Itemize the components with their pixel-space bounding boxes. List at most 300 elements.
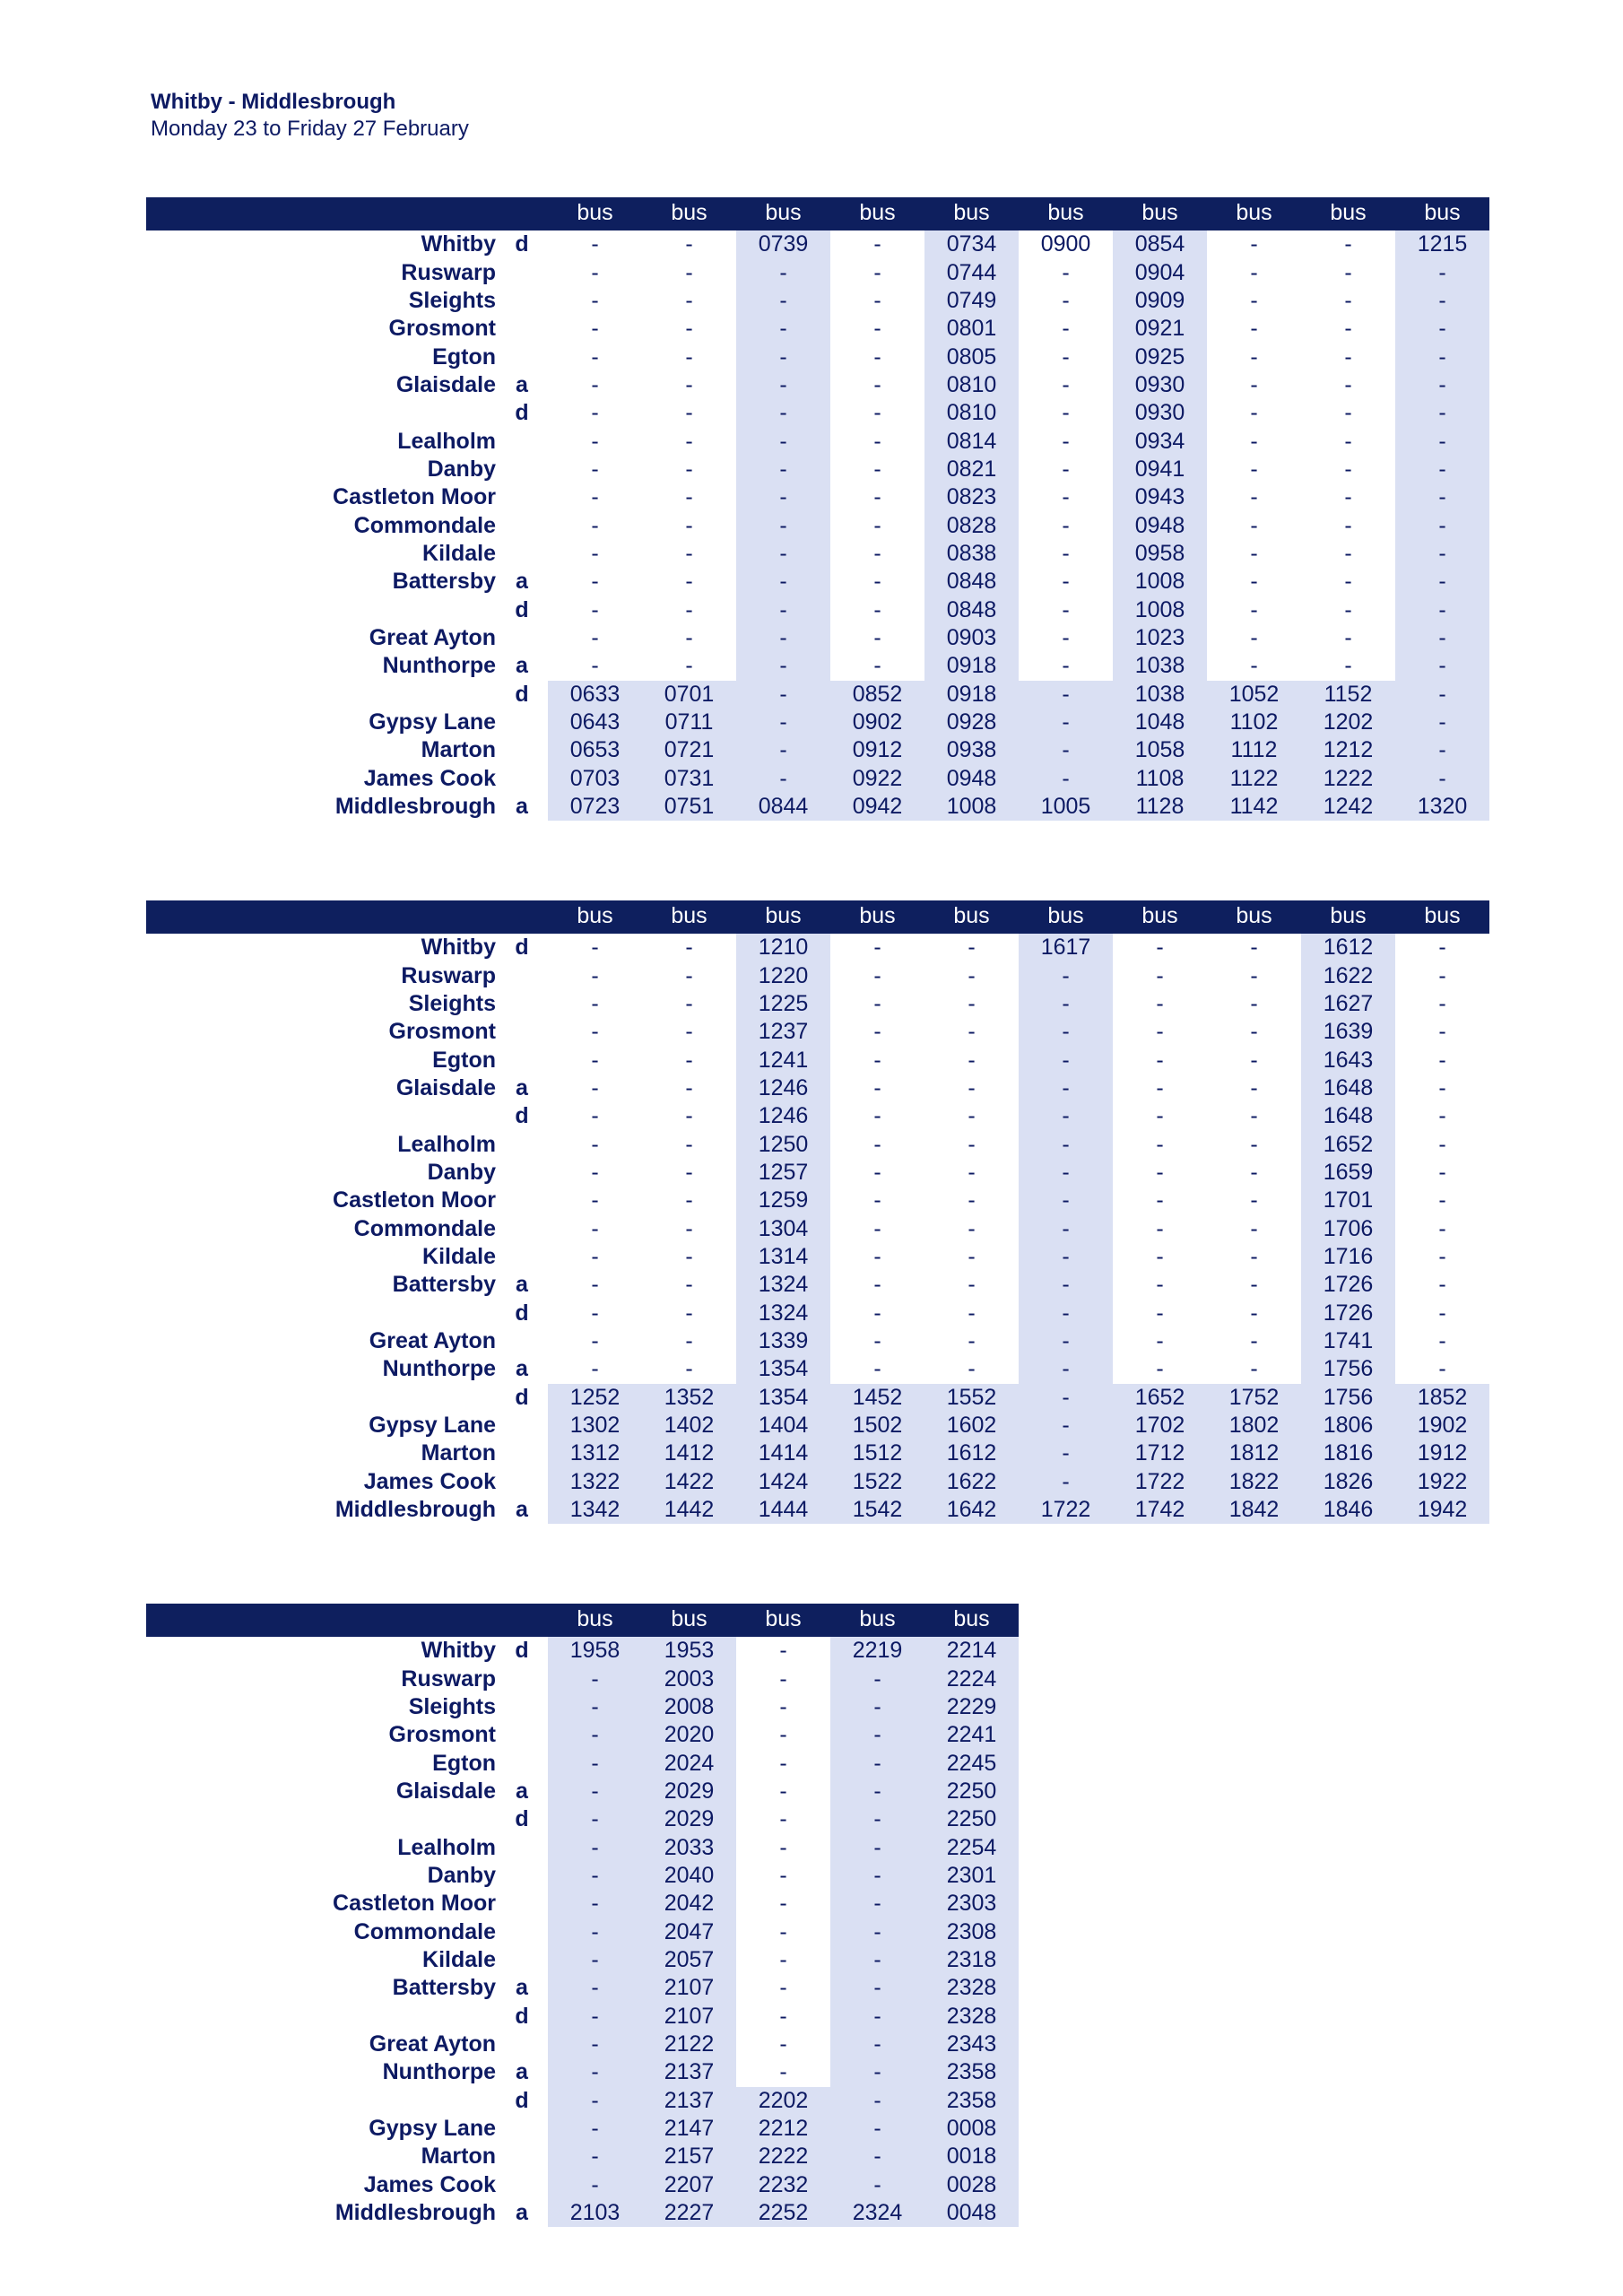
time-cell: 2222 — [736, 2143, 830, 2170]
time-cell: 0823 — [924, 483, 1019, 511]
time-cell: 1552 — [924, 1384, 1019, 1412]
time-cell: 1312 — [548, 1439, 642, 1467]
table-row — [146, 1918, 1019, 1945]
time-cell: - — [830, 1862, 924, 1890]
time-cell: - — [873, 1019, 881, 1045]
time-cell: - — [1344, 400, 1352, 426]
time-cell: 0921 — [1113, 315, 1207, 343]
time-cell: - — [1250, 653, 1258, 679]
time-cell: - — [1395, 315, 1489, 343]
time-cell: - — [968, 1131, 976, 1157]
time-cell: - — [1062, 512, 1070, 538]
time-cell: 2227 — [642, 2199, 736, 2227]
station-name: Sleights — [408, 1693, 496, 1719]
time-cell: - — [1250, 512, 1258, 538]
table-row — [146, 624, 1489, 652]
time-cell: 2202 — [736, 2087, 830, 2115]
time-cell: - — [1019, 1271, 1113, 1299]
mode-header: bus — [548, 197, 642, 230]
time-cell: - — [548, 1721, 642, 1749]
time-cell: - — [591, 400, 599, 426]
time-cell: 2047 — [642, 1918, 736, 1945]
time-cell: - — [1438, 1215, 1446, 1241]
arrive-depart-marker — [496, 1693, 548, 1721]
time-cell: 0734 — [924, 230, 1019, 259]
table-row — [146, 681, 1489, 709]
time-cell: 1726 — [1301, 1299, 1395, 1326]
arrive-depart-marker: a — [516, 1497, 528, 1523]
time-cell: 1627 — [1301, 990, 1395, 1018]
time-cell: 1706 — [1301, 1214, 1395, 1242]
header-station-cell — [146, 1604, 496, 1636]
station-name: Marton — [421, 1440, 496, 1466]
time-cell: 1058 — [1113, 736, 1207, 764]
table-row — [146, 2115, 1019, 2143]
time-cell: - — [685, 484, 693, 510]
time-cell: - — [1344, 569, 1352, 595]
time-cell: - — [591, 287, 599, 313]
arrive-depart-marker — [496, 287, 548, 315]
time-cell: 2020 — [642, 1721, 736, 1749]
time-cell: - — [736, 427, 830, 455]
time-cell: - — [873, 1243, 881, 1269]
station-name: Kildale — [422, 1946, 496, 1972]
station-name: Great Ayton — [369, 1327, 496, 1353]
time-cell: 1643 — [1301, 1046, 1395, 1074]
time-cell: - — [1062, 400, 1070, 426]
time-cell: - — [779, 2003, 787, 2029]
arrive-depart-marker: d — [515, 596, 529, 622]
time-cell: - — [1019, 1102, 1113, 1130]
time-cell: 1424 — [736, 1468, 830, 1496]
time-cell: 2250 — [924, 1805, 1019, 1833]
time-cell: 1212 — [1301, 736, 1395, 764]
time-cell: - — [685, 569, 693, 595]
time-cell: - — [591, 344, 599, 370]
mode-header: bus — [830, 197, 924, 230]
arrive-depart-marker: d — [515, 2003, 529, 2029]
time-cell: 2029 — [642, 1805, 736, 1833]
time-cell: 2107 — [642, 1974, 736, 2002]
time-cell: - — [1395, 258, 1489, 286]
time-cell: - — [1438, 1074, 1446, 1100]
time-cell: - — [736, 596, 830, 623]
time-cell: - — [591, 596, 599, 622]
time-cell: - — [736, 652, 830, 680]
table-row — [146, 990, 1489, 1018]
arrive-depart-marker: a — [516, 2200, 528, 2226]
time-cell: - — [736, 287, 830, 315]
time-cell: 1220 — [736, 961, 830, 989]
table-row — [146, 1468, 1489, 1496]
table-row — [146, 1018, 1489, 1046]
time-cell: 1250 — [736, 1130, 830, 1158]
arrive-depart-marker — [496, 990, 548, 1018]
time-cell: 1215 — [1395, 230, 1489, 259]
time-cell: 2029 — [642, 1778, 736, 1805]
timetable-header-row — [146, 900, 1489, 933]
time-cell: - — [1019, 961, 1113, 989]
time-cell: - — [591, 512, 599, 538]
header-station-cell — [146, 197, 496, 230]
time-cell: - — [1344, 540, 1352, 566]
time-cell: - — [1250, 1159, 1258, 1185]
mode-header: bus — [1395, 197, 1489, 230]
station-name: Middlesbrough — [334, 794, 496, 820]
station-name: James Cook — [363, 2171, 496, 2197]
time-cell: - — [548, 1693, 642, 1721]
time-cell: 1142 — [1207, 793, 1301, 821]
time-cell: - — [685, 400, 693, 426]
table-row — [146, 1439, 1489, 1467]
station-name: Castleton Moor — [333, 1187, 496, 1213]
time-cell: - — [1250, 1103, 1258, 1129]
time-cell: - — [591, 1300, 599, 1326]
time-cell: - — [1395, 709, 1489, 736]
arrive-depart-marker — [496, 427, 548, 455]
time-cell: 1242 — [1301, 793, 1395, 821]
table-row — [146, 2171, 1019, 2199]
time-cell: - — [1062, 344, 1070, 370]
time-cell: - — [1250, 1243, 1258, 1269]
table-row — [146, 483, 1489, 511]
time-cell: - — [1344, 231, 1352, 257]
time-cell: 0925 — [1113, 343, 1207, 370]
time-cell: 2103 — [548, 2199, 642, 2227]
time-cell: - — [685, 287, 693, 313]
station-name: Ruswarp — [401, 259, 496, 285]
time-cell: 1023 — [1113, 624, 1207, 652]
time-cell: 1752 — [1207, 1384, 1301, 1412]
time-cell: - — [1019, 1130, 1113, 1158]
timetable-header-row — [146, 197, 1489, 230]
station-name: Lealholm — [397, 1834, 496, 1860]
time-cell: 1122 — [1207, 765, 1301, 793]
time-cell: - — [1395, 652, 1489, 680]
time-cell: 0703 — [548, 765, 642, 793]
time-cell: - — [873, 624, 881, 650]
station-name — [146, 1384, 496, 1412]
arrive-depart-marker: d — [515, 231, 529, 257]
time-cell: - — [736, 371, 830, 399]
time-cell: - — [591, 1272, 599, 1298]
time-cell: 2207 — [642, 2171, 736, 2199]
time-cell: 1304 — [736, 1214, 830, 1242]
arrive-depart-marker — [496, 343, 548, 370]
time-cell: 2024 — [642, 1749, 736, 1777]
time-cell: - — [830, 1721, 924, 1749]
time-cell: - — [1438, 1243, 1446, 1269]
time-cell: 2212 — [736, 2115, 830, 2143]
time-cell: - — [591, 569, 599, 595]
time-cell: - — [591, 1327, 599, 1353]
table-row — [146, 568, 1489, 596]
time-cell: 2328 — [924, 2002, 1019, 2030]
time-cell: 2008 — [642, 1693, 736, 1721]
time-cell: 2122 — [642, 2031, 736, 2058]
time-cell: 0942 — [830, 793, 924, 821]
station-name: Battersby — [392, 1272, 496, 1298]
time-cell: - — [1250, 1356, 1258, 1382]
time-cell: 1726 — [1301, 1271, 1395, 1299]
time-cell: 2303 — [924, 1890, 1019, 1918]
time-cell: - — [968, 1327, 976, 1353]
time-cell: - — [873, 1215, 881, 1241]
time-cell: - — [1019, 1018, 1113, 1046]
time-cell: 1716 — [1301, 1243, 1395, 1271]
time-cell: - — [1395, 343, 1489, 370]
time-cell: - — [685, 1215, 693, 1241]
time-cell: - — [968, 1159, 976, 1185]
time-cell: - — [736, 343, 830, 370]
time-cell: - — [548, 1665, 642, 1692]
time-cell: 1322 — [548, 1468, 642, 1496]
station-name — [146, 2087, 496, 2115]
time-cell: 0958 — [1113, 540, 1207, 568]
time-cell: - — [968, 1272, 976, 1298]
station-name: James Cook — [363, 1468, 496, 1494]
time-cell: 1922 — [1395, 1468, 1489, 1496]
station-name: Egton — [432, 344, 496, 370]
time-cell: 1128 — [1113, 793, 1207, 821]
station-name: Great Ayton — [369, 624, 496, 650]
table-row — [146, 2002, 1019, 2030]
time-cell: - — [685, 1272, 693, 1298]
arrive-depart-marker — [496, 2031, 548, 2058]
time-cell: 2250 — [924, 1778, 1019, 1805]
station-name: Castleton Moor — [333, 484, 496, 510]
time-cell: - — [830, 1805, 924, 1833]
arrive-depart-marker — [496, 2115, 548, 2143]
time-cell: 1942 — [1395, 1496, 1489, 1524]
time-cell: - — [685, 624, 693, 650]
arrive-depart-marker: d — [515, 2087, 529, 2113]
time-cell: - — [736, 511, 830, 539]
time-cell: - — [968, 990, 976, 1016]
time-cell: - — [736, 456, 830, 483]
time-cell: - — [1019, 990, 1113, 1018]
time-cell: - — [873, 540, 881, 566]
mode-header: bus — [1301, 197, 1395, 230]
station-name — [146, 596, 496, 623]
time-cell: 1452 — [830, 1384, 924, 1412]
time-cell: - — [736, 483, 830, 511]
time-cell: 0852 — [830, 681, 924, 709]
arrive-depart-marker: d — [515, 400, 529, 426]
station-name: Danby — [427, 1862, 496, 1888]
time-cell: 1702 — [1113, 1412, 1207, 1439]
time-cell: - — [779, 1722, 787, 1748]
time-cell: 1622 — [1301, 961, 1395, 989]
time-cell: - — [685, 512, 693, 538]
time-cell: - — [1438, 1103, 1446, 1129]
time-cell: - — [1250, 1272, 1258, 1298]
time-cell: - — [1250, 1327, 1258, 1353]
time-cell: - — [1156, 1327, 1164, 1353]
time-cell: - — [1062, 287, 1070, 313]
time-cell: - — [1250, 371, 1258, 397]
station-name: Nunthorpe — [382, 1356, 496, 1382]
time-cell: 1502 — [830, 1412, 924, 1439]
arrive-depart-marker — [496, 1890, 548, 1918]
time-cell: - — [1395, 427, 1489, 455]
time-cell: 1806 — [1301, 1412, 1395, 1439]
time-cell: - — [1438, 935, 1446, 961]
arrive-depart-marker: a — [516, 371, 528, 397]
time-cell: - — [779, 1862, 787, 1888]
time-cell: - — [1344, 484, 1352, 510]
arrive-depart-marker: a — [516, 2059, 528, 2085]
time-cell: 2343 — [924, 2031, 1019, 2058]
time-cell: - — [830, 1778, 924, 1805]
station-name: Great Ayton — [369, 2031, 496, 2057]
time-cell: - — [1395, 681, 1489, 709]
time-cell: - — [1438, 1327, 1446, 1353]
table-row — [146, 1355, 1489, 1383]
time-cell: 1202 — [1301, 709, 1395, 736]
time-cell: 2241 — [924, 1721, 1019, 1749]
station-name: Battersby — [392, 569, 496, 595]
table-row — [146, 933, 1489, 962]
time-cell: 2057 — [642, 1946, 736, 1974]
time-cell: 1442 — [642, 1496, 736, 1524]
arrive-depart-marker: a — [516, 794, 528, 820]
station-name: Egton — [432, 1047, 496, 1073]
time-cell: 0943 — [1113, 483, 1207, 511]
time-cell: - — [736, 624, 830, 652]
time-cell: - — [548, 2087, 642, 2115]
mode-header: bus — [1207, 197, 1301, 230]
time-cell: - — [591, 259, 599, 285]
time-cell: - — [685, 428, 693, 454]
arrive-depart-marker — [496, 1665, 548, 1692]
mode-header: bus — [924, 197, 1019, 230]
time-cell: - — [548, 2058, 642, 2086]
time-cell: 1402 — [642, 1412, 736, 1439]
station-name: Kildale — [422, 540, 496, 566]
time-cell: 0723 — [548, 793, 642, 821]
time-cell: - — [873, 569, 881, 595]
time-cell: - — [830, 2031, 924, 2058]
time-cell: - — [1062, 428, 1070, 454]
time-cell: - — [830, 1833, 924, 1861]
arrive-depart-marker — [496, 258, 548, 286]
time-cell: 1742 — [1113, 1496, 1207, 1524]
time-cell: - — [779, 1946, 787, 1972]
time-cell: 0941 — [1113, 456, 1207, 483]
time-cell: 0938 — [924, 736, 1019, 764]
time-cell: - — [548, 1918, 642, 1945]
time-cell: - — [1250, 400, 1258, 426]
time-cell: - — [685, 990, 693, 1016]
table-row — [146, 1496, 1489, 1524]
time-cell: - — [736, 736, 830, 764]
table-row — [146, 765, 1489, 793]
header-ad-cell — [496, 197, 548, 230]
station-name: Glaisdale — [395, 1778, 496, 1804]
table-row — [146, 2143, 1019, 2170]
time-cell: - — [685, 1300, 693, 1326]
time-cell: - — [736, 681, 830, 709]
time-cell: 1324 — [736, 1271, 830, 1299]
time-cell: - — [685, 1047, 693, 1073]
arrive-depart-marker — [496, 1749, 548, 1777]
station-name: Grosmont — [388, 1722, 496, 1748]
time-cell: 2107 — [642, 2002, 736, 2030]
time-cell: - — [1062, 316, 1070, 342]
table-row — [146, 315, 1489, 343]
time-cell: 1259 — [736, 1187, 830, 1214]
time-cell: - — [591, 1074, 599, 1100]
time-cell: 0912 — [830, 736, 924, 764]
arrive-depart-marker: d — [515, 681, 529, 707]
time-cell: 0928 — [924, 709, 1019, 736]
station-name: Whitby — [421, 935, 496, 961]
time-cell: - — [873, 344, 881, 370]
arrive-depart-marker — [496, 1159, 548, 1187]
time-cell: - — [591, 540, 599, 566]
station-name: Grosmont — [388, 1019, 496, 1045]
time-cell: - — [873, 935, 881, 961]
time-cell: - — [685, 1074, 693, 1100]
station-name: Gypsy Lane — [369, 2116, 496, 2142]
table-row — [146, 1665, 1019, 1692]
time-cell: 1741 — [1301, 1327, 1395, 1355]
arrive-depart-marker — [496, 1187, 548, 1214]
station-name: Middlesbrough — [334, 2200, 496, 2226]
time-cell: - — [1019, 1412, 1113, 1439]
station-name: Marton — [421, 2144, 496, 2170]
time-cell: 1822 — [1207, 1468, 1301, 1496]
mode-header: bus — [1113, 197, 1207, 230]
mode-header: bus — [642, 1604, 736, 1636]
time-cell: - — [685, 1327, 693, 1353]
time-cell: 1722 — [1019, 1496, 1113, 1524]
time-cell: 0814 — [924, 427, 1019, 455]
time-cell: 0948 — [1113, 511, 1207, 539]
time-cell: - — [1250, 231, 1258, 257]
arrive-depart-marker: d — [515, 935, 529, 961]
time-cell: - — [1344, 259, 1352, 285]
time-cell: 1048 — [1113, 709, 1207, 736]
time-cell: - — [1395, 736, 1489, 764]
time-cell: - — [548, 2002, 642, 2030]
time-cell: - — [1019, 1327, 1113, 1355]
time-cell: - — [548, 1974, 642, 2002]
mode-header: bus — [642, 197, 736, 230]
station-name: Lealholm — [397, 1131, 496, 1157]
time-cell: 1038 — [1113, 681, 1207, 709]
arrive-depart-marker — [496, 315, 548, 343]
time-cell: 1722 — [1113, 1468, 1207, 1496]
table-row — [146, 1130, 1489, 1158]
time-cell: - — [1019, 1074, 1113, 1102]
time-cell: 1324 — [736, 1299, 830, 1326]
time-cell: 0048 — [924, 2199, 1019, 2227]
time-cell: 1617 — [1019, 933, 1113, 962]
time-cell: - — [779, 1918, 787, 1944]
time-cell: 1648 — [1301, 1102, 1395, 1130]
time-cell: - — [1438, 1047, 1446, 1073]
time-cell: - — [1344, 653, 1352, 679]
time-cell: - — [591, 428, 599, 454]
arrive-depart-marker: d — [515, 1806, 529, 1832]
time-cell: - — [1019, 1439, 1113, 1467]
mode-header: bus — [1207, 900, 1301, 933]
time-cell: 2301 — [924, 1862, 1019, 1890]
header-ad-cell — [496, 900, 548, 933]
time-cell: 1005 — [1019, 793, 1113, 821]
